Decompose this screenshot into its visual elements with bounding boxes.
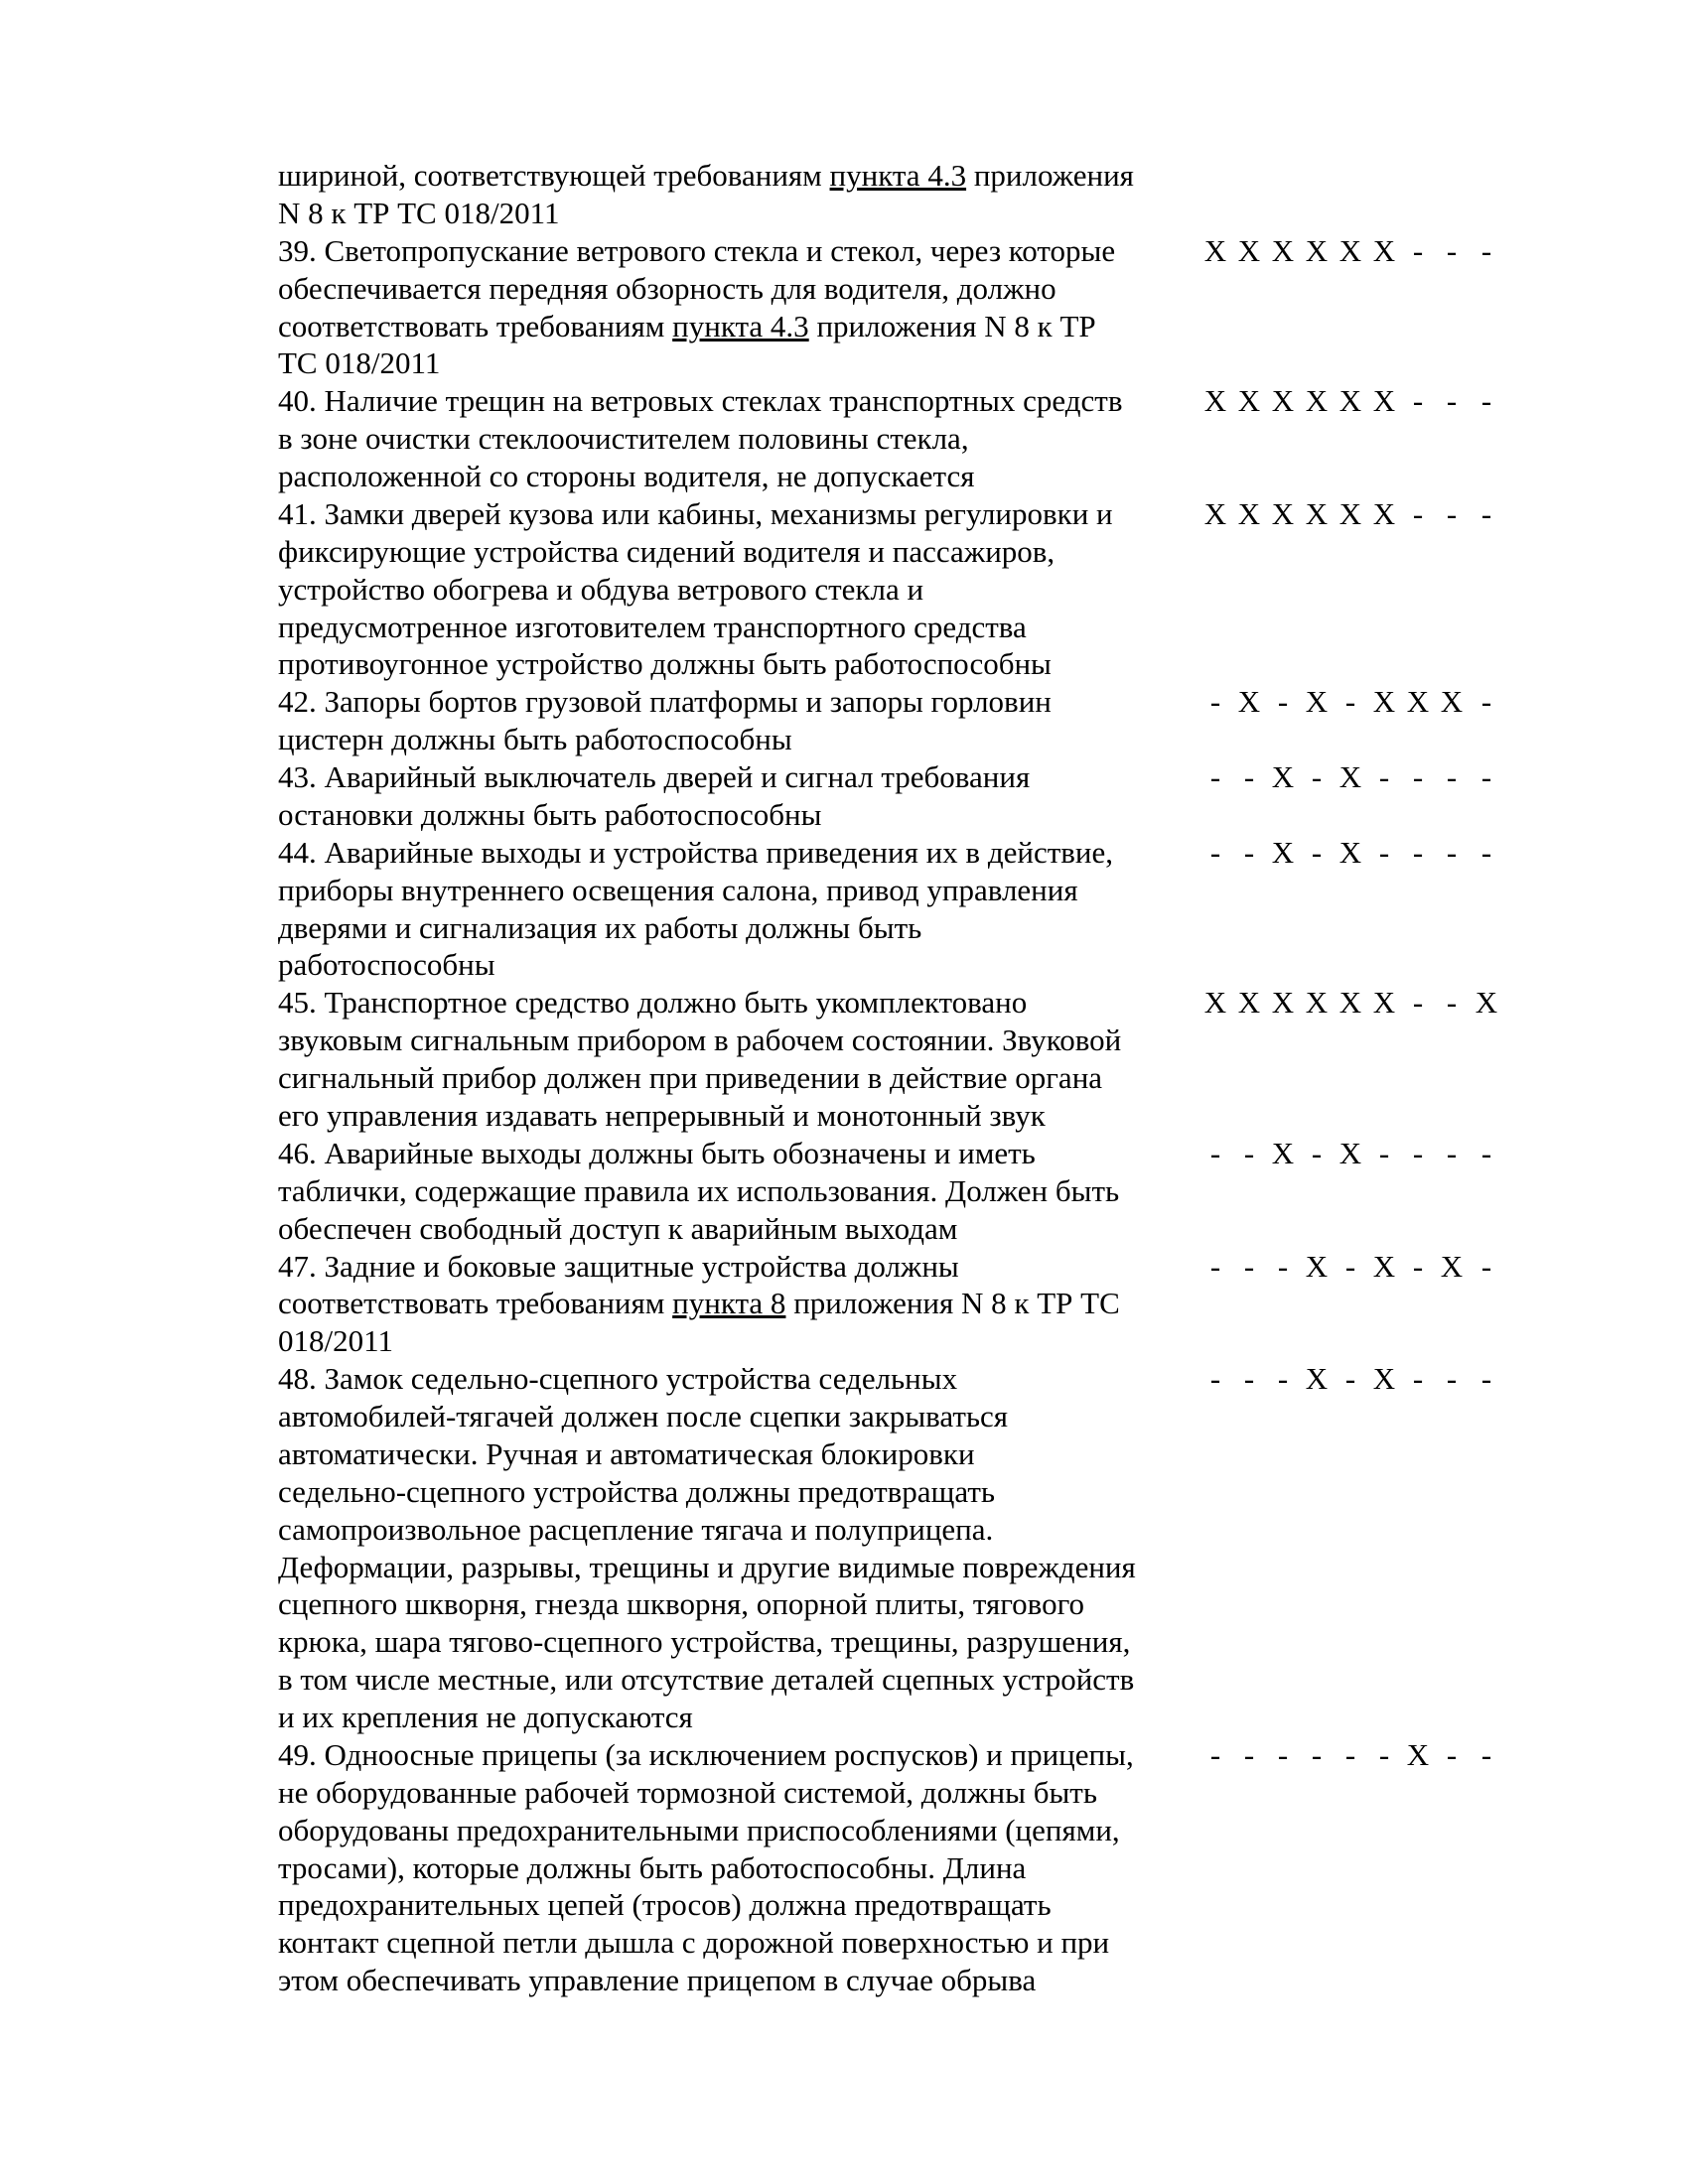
applicability-mark-dash: - xyxy=(1378,759,1390,795)
text-segment: седельно-сцепного устройства должны предотвращать xyxy=(278,1473,996,1509)
requirement-text-line xyxy=(278,1059,1102,1097)
applicability-mark-dash: - xyxy=(1378,1736,1390,1772)
applicability-mark-dash: - xyxy=(1412,834,1424,870)
applicability-mark-dash: - xyxy=(1344,1736,1356,1772)
requirement-text-line xyxy=(278,495,1113,533)
requirement-text-line xyxy=(278,1774,1097,1812)
applicability-mark-dash: - xyxy=(1209,1248,1221,1284)
requirement-text-line xyxy=(278,609,1027,646)
requirement-text-line xyxy=(278,1322,393,1360)
applicability-mark-dash: - xyxy=(1446,1135,1458,1170)
table-row xyxy=(0,683,1688,758)
text-segment: звуковым сигнальным прибором в рабочем состоянии. Звуковой xyxy=(278,1023,1122,1058)
applicability-mark-x: X xyxy=(1406,684,1430,720)
applicability-mark-x: X xyxy=(1305,232,1329,268)
text-segment: оборудованы предохранительными приспособлениями (цепями, xyxy=(278,1812,1120,1847)
requirement-text-line xyxy=(278,308,1096,345)
applicability-mark-x: X xyxy=(1237,383,1261,419)
applicability-mark-dash: - xyxy=(1243,759,1255,795)
requirement-text-line xyxy=(278,1210,957,1248)
document-reference-link[interactable]: пункта 4.3 xyxy=(672,308,809,343)
applicability-mark-x: X xyxy=(1305,495,1329,531)
text-segment: 47. Задние и боковые защитные устройства должны xyxy=(278,1248,959,1284)
applicability-mark-x: X xyxy=(1271,495,1295,531)
applicability-mark-dash: - xyxy=(1344,1248,1356,1284)
applicability-mark-x: X xyxy=(1338,1135,1362,1170)
applicability-mark-dash: - xyxy=(1311,759,1323,795)
requirement-text-line xyxy=(278,420,969,458)
requirement-text-line xyxy=(278,872,1078,909)
applicability-mark-x: X xyxy=(1338,495,1362,531)
text-segment: не оборудованные рабочей тормозной системой, должны быть xyxy=(278,1774,1097,1810)
text-segment: приложения N 8 к ТР xyxy=(808,308,1096,343)
applicability-mark-x: X xyxy=(1271,834,1295,870)
requirement-text-line xyxy=(278,382,1122,420)
applicability-mark-x: X xyxy=(1440,684,1464,720)
applicability-mark-dash: - xyxy=(1412,1248,1424,1284)
applicability-mark-x: X xyxy=(1372,383,1396,419)
applicability-mark-dash: - xyxy=(1412,232,1424,268)
requirement-text-line xyxy=(278,571,923,609)
text-segment: 45. Транспортное средство должно быть укомплектовано xyxy=(278,985,1028,1021)
text-segment: автомобилей-тягачей должен после сцепки закрываться xyxy=(278,1399,1009,1434)
applicability-mark-dash: - xyxy=(1344,684,1356,720)
text-segment: крюка, шара тягово-сцепного устройства, трещины, разрушения, xyxy=(278,1624,1131,1660)
applicability-mark-x: X xyxy=(1237,985,1261,1021)
requirement-text-line xyxy=(278,1172,1119,1210)
applicability-mark-dash: - xyxy=(1446,1361,1458,1397)
applicability-mark-dash: - xyxy=(1209,1736,1221,1772)
text-segment: Деформации, разрывы, трещины и другие видимые повреждения xyxy=(278,1549,1136,1584)
applicability-mark-x: X xyxy=(1372,495,1396,531)
text-segment: расположенной со стороны водителя, не допускается xyxy=(278,459,975,494)
requirement-text-line xyxy=(278,1097,1046,1135)
text-segment: ТС 018/2011 xyxy=(278,345,441,381)
applicability-mark-x: X xyxy=(1406,1736,1430,1772)
applicability-mark-dash: - xyxy=(1243,1361,1255,1397)
requirement-text-line xyxy=(278,195,559,232)
applicability-mark-dash: - xyxy=(1480,684,1492,720)
requirement-text-line xyxy=(278,458,974,495)
applicability-mark-x: X xyxy=(1338,759,1362,795)
applicability-mark-x: X xyxy=(1237,232,1261,268)
text-segment: 41. Замки дверей кузова или кабины, механизмы регулировки и xyxy=(278,495,1113,531)
text-segment: шириной, соответствующей требованиям xyxy=(278,158,830,193)
applicability-mark-dash: - xyxy=(1209,1135,1221,1170)
table-row xyxy=(0,984,1688,1135)
applicability-mark-x: X xyxy=(1338,383,1362,419)
requirement-text-line xyxy=(278,1585,1084,1623)
text-segment: приложения xyxy=(966,158,1134,193)
requirement-text-line xyxy=(278,645,1052,683)
applicability-mark-dash: - xyxy=(1277,1361,1289,1397)
requirement-text-line xyxy=(278,1398,1008,1435)
requirement-text-line xyxy=(278,270,1056,308)
applicability-mark-dash: - xyxy=(1311,834,1323,870)
applicability-mark-dash: - xyxy=(1209,684,1221,720)
text-segment: 39. Светопропускание ветрового стекла и стекол, через которые xyxy=(278,232,1116,268)
applicability-mark-dash: - xyxy=(1277,1736,1289,1772)
applicability-mark-x: X xyxy=(1372,232,1396,268)
table-row xyxy=(0,1135,1688,1248)
text-segment: в том числе местные, или отсутствие деталей сцепных устройств xyxy=(278,1662,1135,1698)
applicability-mark-dash: - xyxy=(1412,759,1424,795)
applicability-mark-x: X xyxy=(1237,495,1261,531)
applicability-mark-x: X xyxy=(1203,495,1227,531)
requirement-text-line xyxy=(278,1360,957,1398)
applicability-mark-x: X xyxy=(1203,232,1227,268)
text-segment: сигнальный прибор должен при приведении в действие органа xyxy=(278,1060,1103,1096)
requirement-text-line xyxy=(278,344,440,382)
applicability-mark-dash: - xyxy=(1412,1135,1424,1170)
text-segment: соответствовать требованиям xyxy=(278,308,673,343)
text-segment: 49. Одноосные прицепы (за исключением роспусков) и прицепы, xyxy=(278,1736,1134,1772)
table-row xyxy=(0,834,1688,985)
requirement-text-line xyxy=(278,1623,1130,1661)
applicability-mark-x: X xyxy=(1338,985,1362,1021)
applicability-mark-x: X xyxy=(1305,684,1329,720)
table-row xyxy=(0,157,1688,232)
text-segment: устройство обогрева и обдува ветрового стекла и xyxy=(278,571,924,607)
applicability-mark-dash: - xyxy=(1243,834,1255,870)
applicability-mark-x: X xyxy=(1203,985,1227,1021)
requirement-text-line xyxy=(278,1849,1026,1887)
applicability-mark-x: X xyxy=(1237,684,1261,720)
text-segment: 46. Аварийные выходы должны быть обозначены и иметь xyxy=(278,1135,1036,1170)
requirement-text-line xyxy=(278,1135,1036,1172)
applicability-mark-dash: - xyxy=(1412,985,1424,1021)
text-segment: его управления издавать непрерывный и монотонный звук xyxy=(278,1097,1046,1133)
applicability-mark-dash: - xyxy=(1446,383,1458,419)
applicability-mark-dash: - xyxy=(1480,1361,1492,1397)
table-row xyxy=(0,1248,1688,1361)
applicability-mark-dash: - xyxy=(1480,1248,1492,1284)
applicability-mark-dash: - xyxy=(1446,232,1458,268)
applicability-mark-dash: - xyxy=(1209,759,1221,795)
applicability-mark-dash: - xyxy=(1480,1736,1492,1772)
text-segment: обеспечивается передняя обзорность для водителя, должно xyxy=(278,270,1056,306)
text-segment: сцепного шкворня, гнезда шкворня, опорной плиты, тягового xyxy=(278,1586,1085,1622)
document-reference-link[interactable]: пункта 4.3 xyxy=(829,158,967,193)
applicability-mark-dash: - xyxy=(1412,495,1424,531)
requirement-text-line xyxy=(278,1285,1120,1322)
text-segment: автоматически. Ручная и автоматическая блокировки xyxy=(278,1435,975,1471)
applicability-mark-x: X xyxy=(1372,985,1396,1021)
applicability-mark-dash: - xyxy=(1311,1736,1323,1772)
requirement-text-line xyxy=(278,1812,1120,1849)
applicability-mark-x: X xyxy=(1305,383,1329,419)
requirement-text-line xyxy=(278,1549,1136,1586)
text-segment: цистерн должны быть работоспособны xyxy=(278,722,792,757)
document-reference-link[interactable]: пункта 8 xyxy=(672,1286,786,1321)
requirement-text-line xyxy=(278,1699,693,1736)
applicability-mark-dash: - xyxy=(1277,1248,1289,1284)
applicability-mark-x: X xyxy=(1305,1361,1329,1397)
applicability-mark-dash: - xyxy=(1446,985,1458,1021)
applicability-mark-x: X xyxy=(1372,1361,1396,1397)
requirement-text-line xyxy=(278,683,1052,721)
applicability-mark-x: X xyxy=(1305,1248,1329,1284)
text-segment: 44. Аварийные выходы и устройства приведения их в действие, xyxy=(278,834,1113,870)
text-segment: N 8 к ТР ТС 018/2011 xyxy=(278,195,560,230)
requirement-text-line xyxy=(278,721,792,758)
text-segment: приборы внутреннего освещения салона, привод управления xyxy=(278,872,1078,907)
requirement-text-line xyxy=(278,796,821,834)
text-segment: этом обеспечивать управление прицепом в случае обрыва xyxy=(278,1963,1037,1998)
text-segment: дверями и сигнализация их работы должны быть xyxy=(278,909,922,945)
text-segment: 40. Наличие трещин на ветровых стеклах транспортных средств xyxy=(278,383,1123,419)
text-segment: соответствовать требованиям xyxy=(278,1286,673,1321)
text-segment: обеспечен свободный доступ к аварийным выходам xyxy=(278,1210,958,1246)
text-segment: в зоне очистки стеклоочистителем половины стекла, xyxy=(278,421,969,457)
text-segment: предохранительных цепей (тросов) должна предотвращать xyxy=(278,1887,1052,1923)
applicability-mark-x: X xyxy=(1271,232,1295,268)
applicability-mark-x: X xyxy=(1338,232,1362,268)
text-segment: остановки должны быть работоспособны xyxy=(278,796,822,832)
requirement-text-line xyxy=(278,758,1030,796)
table-row xyxy=(0,495,1688,683)
applicability-mark-dash: - xyxy=(1480,232,1492,268)
applicability-mark-dash: - xyxy=(1378,1135,1390,1170)
applicability-mark-x: X xyxy=(1203,383,1227,419)
applicability-mark-x: X xyxy=(1440,1248,1464,1284)
table-row xyxy=(0,382,1688,495)
requirement-text-line xyxy=(278,1473,995,1511)
requirement-text-line xyxy=(278,1511,993,1549)
applicability-mark-dash: - xyxy=(1243,1135,1255,1170)
applicability-mark-dash: - xyxy=(1446,834,1458,870)
table-row xyxy=(0,232,1688,383)
text-segment: 018/2011 xyxy=(278,1323,393,1359)
requirement-text-line xyxy=(278,984,1027,1022)
table-row xyxy=(0,758,1688,834)
table-row xyxy=(0,1360,1688,1736)
text-segment: приложения N 8 к ТР ТС xyxy=(785,1286,1120,1321)
requirement-text-line xyxy=(278,1248,959,1286)
requirement-text-line xyxy=(278,1962,1036,1999)
applicability-mark-x: X xyxy=(1338,834,1362,870)
requirement-text-line xyxy=(278,1736,1134,1774)
applicability-mark-dash: - xyxy=(1243,1248,1255,1284)
applicability-mark-dash: - xyxy=(1480,383,1492,419)
applicability-mark-x: X xyxy=(1372,1248,1396,1284)
applicability-mark-dash: - xyxy=(1446,759,1458,795)
applicability-mark-x: X xyxy=(1271,759,1295,795)
text-segment: самопроизвольное расцепление тягача и полуприцепа. xyxy=(278,1511,994,1547)
applicability-mark-dash: - xyxy=(1412,383,1424,419)
requirement-text-line xyxy=(278,1886,1052,1924)
applicability-mark-x: X xyxy=(1475,985,1498,1021)
applicability-mark-dash: - xyxy=(1311,1135,1323,1170)
text-segment: таблички, содержащие правила их использования. Должен быть xyxy=(278,1172,1120,1208)
requirement-text-line xyxy=(278,533,1055,571)
text-segment: контакт сцепной петли дышла с дорожной поверхностью и при xyxy=(278,1925,1110,1961)
applicability-mark-dash: - xyxy=(1480,759,1492,795)
text-segment: предусмотренное изготовителем транспортного средства xyxy=(278,609,1027,644)
table-row xyxy=(0,1736,1688,1999)
applicability-mark-dash: - xyxy=(1209,834,1221,870)
text-segment: 48. Замок седельно-сцепного устройства седельных xyxy=(278,1361,958,1397)
text-segment: 42. Запоры бортов грузовой платформы и запоры горловин xyxy=(278,684,1052,720)
applicability-mark-dash: - xyxy=(1344,1361,1356,1397)
requirement-text-line xyxy=(278,1924,1109,1962)
applicability-mark-x: X xyxy=(1271,985,1295,1021)
applicability-mark-x: X xyxy=(1271,383,1295,419)
requirement-text-line xyxy=(278,1661,1134,1699)
requirement-text-line xyxy=(278,946,495,984)
text-segment: и их крепления не допускаются xyxy=(278,1700,693,1735)
requirement-text-line xyxy=(278,157,1134,195)
requirement-text-line xyxy=(278,909,921,947)
text-segment: противоугонное устройство должны быть работоспособны xyxy=(278,646,1052,682)
applicability-mark-dash: - xyxy=(1446,495,1458,531)
applicability-mark-dash: - xyxy=(1446,1736,1458,1772)
text-segment: фиксирующие устройства сидений водителя и пассажиров, xyxy=(278,533,1055,569)
requirement-text-line xyxy=(278,232,1115,270)
applicability-mark-dash: - xyxy=(1480,495,1492,531)
applicability-mark-dash: - xyxy=(1209,1361,1221,1397)
applicability-mark-dash: - xyxy=(1277,684,1289,720)
applicability-mark-dash: - xyxy=(1480,1135,1492,1170)
requirement-text-line xyxy=(278,834,1113,872)
applicability-mark-x: X xyxy=(1305,985,1329,1021)
applicability-mark-dash: - xyxy=(1412,1361,1424,1397)
requirement-text-line xyxy=(278,1435,975,1473)
text-segment: тросами), которые должны быть работоспособны. Длина xyxy=(278,1849,1027,1885)
applicability-mark-x: X xyxy=(1271,1135,1295,1170)
applicability-mark-dash: - xyxy=(1243,1736,1255,1772)
requirement-text-line xyxy=(278,1022,1121,1059)
applicability-mark-dash: - xyxy=(1480,834,1492,870)
text-segment: работоспособны xyxy=(278,947,495,983)
applicability-mark-dash: - xyxy=(1378,834,1390,870)
text-segment: 43. Аварийный выключатель дверей и сигнал требования xyxy=(278,759,1031,795)
applicability-mark-x: X xyxy=(1372,684,1396,720)
